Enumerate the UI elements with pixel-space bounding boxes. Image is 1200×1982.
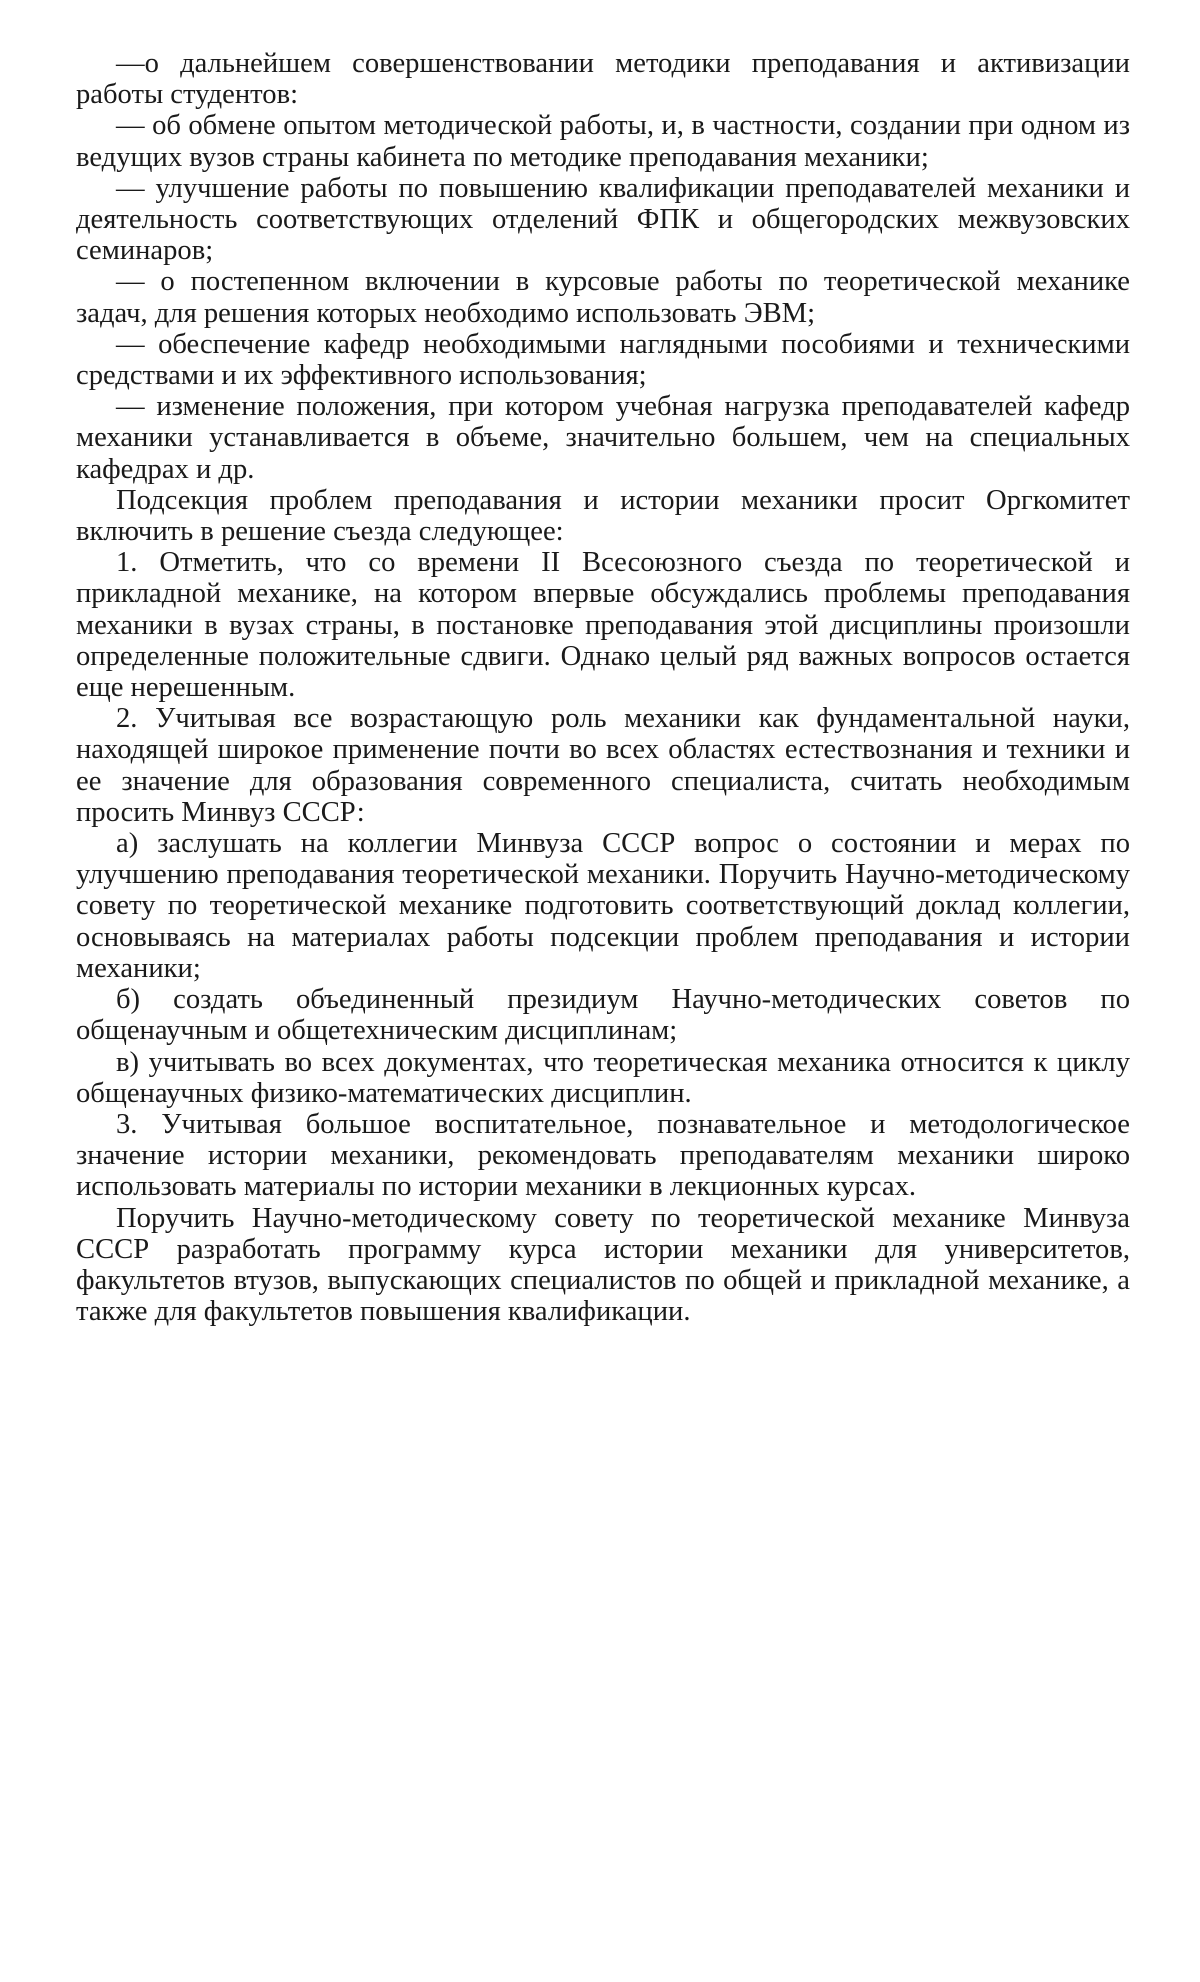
paragraph-item-2a: а) заслушать на коллегии Минвуза СССР вопрос о состоянии и мерах по улучшению преподавания теоретической механики. Поручить Научно-методическому совету по теоретической механике подготовить соответствующий доклад коллегии, основываясь на материалах работы подсекции проблем преподавания и истории механики; xyxy=(76,828,1130,984)
paragraph-item-1: 1. Отметить, что со времени II Всесоюзного съезда по теоретической и прикладной механике, на котором впервые обсуждались проблемы преподавания механики в вузах страны, в постановке преподавания этой дисциплины произошли определенные положительные сдвиги. Однако целый ряд важных вопросов остается еще нерешенным. xyxy=(76,547,1130,704)
paragraph-qualification: — улучшение работы по повышению квалификации преподавателей механики и деятельность соответствующих отделений ФПК и общегородских межвузовских семинаров; xyxy=(76,172,1130,267)
paragraph-subsection-request: Подсекция проблем преподавания и истории механики просит Оргкомитет включить в решение съезда следующее: xyxy=(76,484,1130,548)
paragraph-item-2b: б) создать объединенный президиум Научно-методических советов по общенаучным и общетехническим дисциплинам; xyxy=(76,984,1130,1047)
paragraph-item-2: 2. Учитывая все возрастающую роль механики как фундаментальной науки, находящей широкое применение почти во всех областях естествознания и техники и ее значение для образования современного специалиста, считать необходимым просить Минвуз СССР: xyxy=(76,703,1130,828)
document-page xyxy=(76,48,1130,1327)
paragraph-computer-tasks: — о постепенном включении в курсовые работы по теоретической механике задач, для решения которых необходимо использовать ЭВМ; xyxy=(76,266,1130,329)
paragraph-program-course: Поручить Научно-методическому совету по теоретической механике Минвуза СССР разработать программу курса истории механики для университетов, факультетов втузов, выпускающих специалистов по общей и прикладной механике, а также для факультетов повышения квалификации. xyxy=(76,1202,1130,1328)
paragraph-improve-methods: —о дальнейшем совершенствовании методики преподавания и активизации работы студентов: xyxy=(76,48,1130,111)
paragraph-item-3: 3. Учитывая большое воспитательное, познавательное и методологическое значение истории механики, рекомендовать преподавателям механики широко использовать материалы по истории механики в лекционных курсах. xyxy=(76,1108,1130,1203)
paragraph-teaching-aids: — обеспечение кафедр необходимыми наглядными пособиями и техническими средствами и их эффективного использования; xyxy=(76,328,1130,392)
paragraph-teaching-load: — изменение положения, при котором учебная нагрузка преподавателей кафедр механики устанавливается в объеме, значительно большем, чем на специальных кафедрах и др. xyxy=(76,391,1130,485)
paragraph-item-2c: в) учитывать во всех документах, что теоретическая механика относится к циклу общенаучных физико-математических дисциплин. xyxy=(76,1046,1130,1109)
paragraph-exchange-experience: — об обмене опытом методической работы, и, в частности, создании при одном из ведущих вузов страны кабинета по методике преподавания механики; xyxy=(76,110,1130,173)
